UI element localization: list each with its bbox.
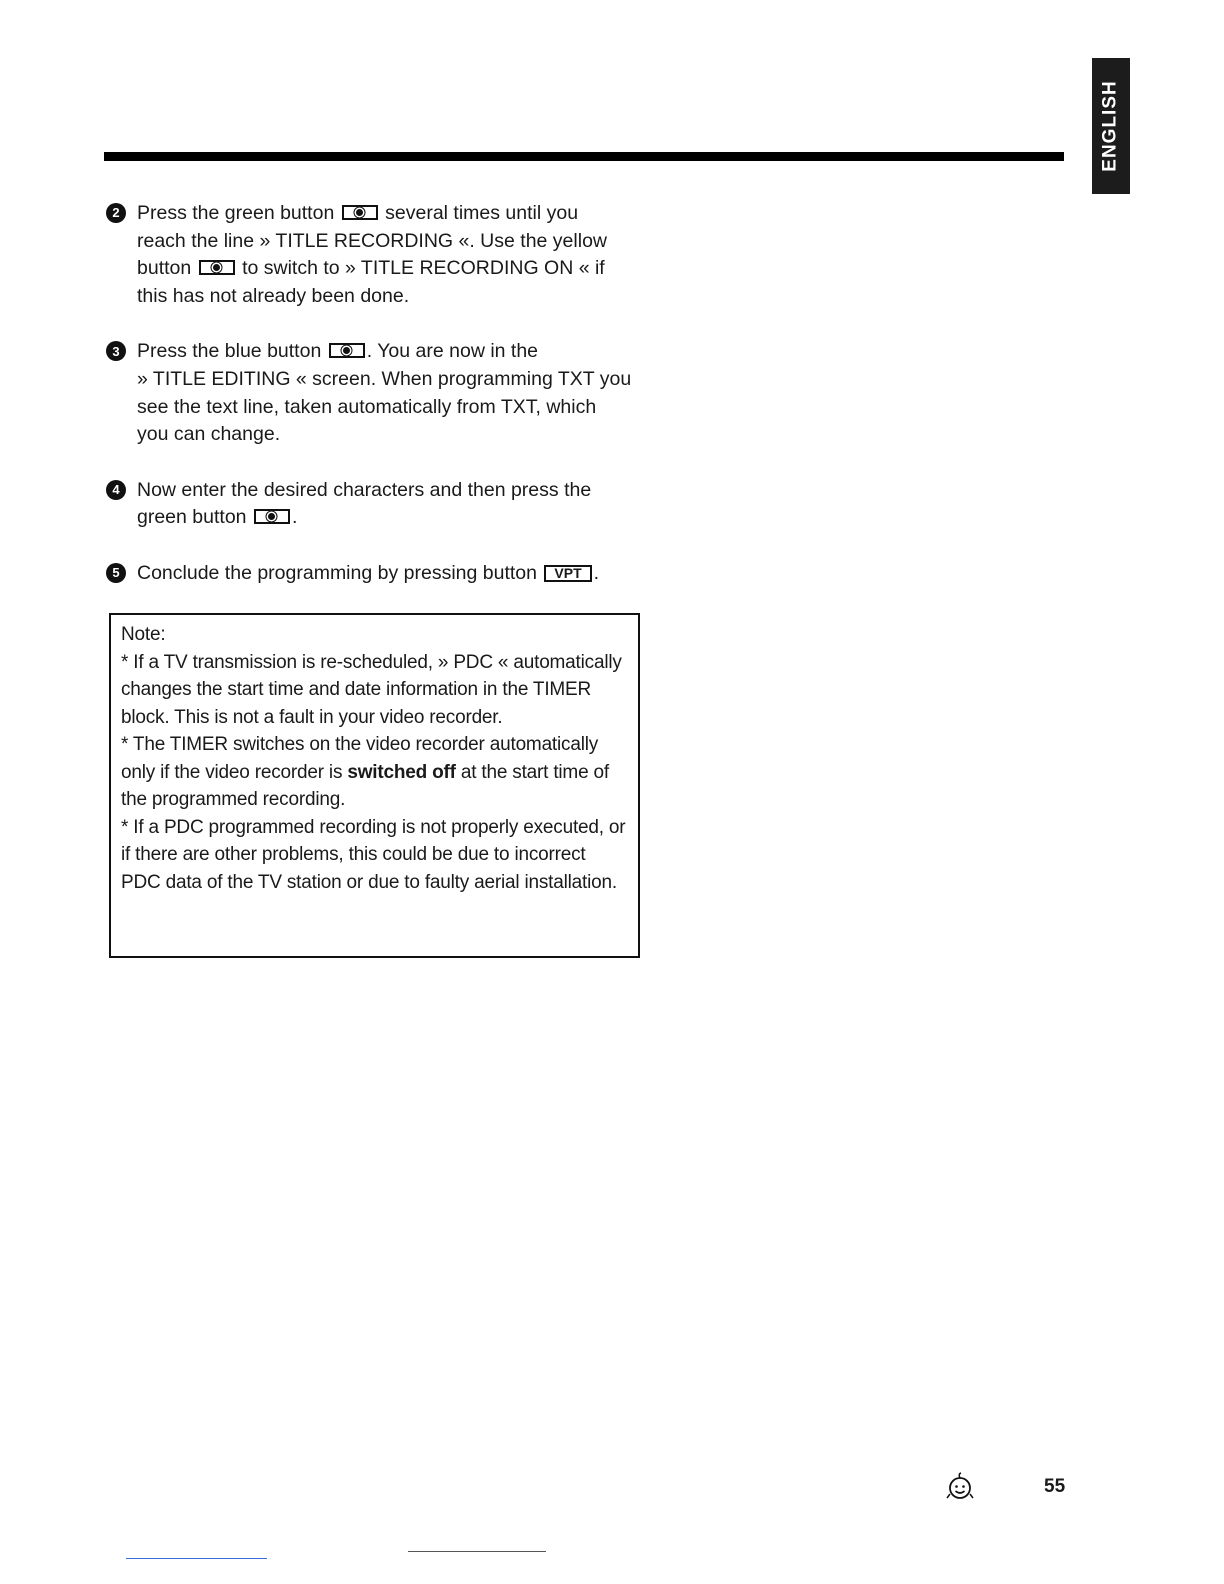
note-item-1: * If a TV transmission is re-scheduled, » PDC « automatically changes the start time and date information in the TIMER block. This is not a fault in your video recorder. (121, 651, 622, 728)
step-2 (104, 200, 664, 310)
step-2-line-2: reach the line » TITLE RECORDING «. Use the yellow (137, 229, 607, 252)
step-5-line-1: Conclude the programming by pressing button VPT . (137, 561, 600, 584)
language-tab-label: ENGLISH (1100, 80, 1122, 172)
note-box (109, 613, 640, 958)
step-2-line-4: this has not already been done. (137, 284, 410, 307)
step-number-3: 3 (106, 341, 126, 361)
language-tab (1092, 58, 1130, 194)
header-rule (104, 152, 1064, 161)
step-4-line-1: Now enter the desired characters and then press the (137, 478, 592, 501)
step-3-line-3: see the text line, taken automatically from TXT, which (137, 395, 597, 418)
step-4 (104, 477, 664, 532)
record-button-icon (329, 343, 365, 358)
vpt-button-icon: VPT (544, 565, 591, 582)
record-button-icon (342, 205, 378, 220)
page-footer (944, 1470, 1074, 1510)
step-number-5: 5 (106, 563, 126, 583)
record-button-icon (199, 260, 235, 275)
step-2-line-1: Press the green button several times until you (137, 202, 579, 224)
footer-link-rule (126, 1558, 267, 1559)
step-3-line-2: » TITLE EDITING « screen. When programming TXT you (137, 367, 632, 390)
step-3 (104, 338, 664, 448)
page-number: 55 (1044, 1476, 1066, 1497)
instruction-steps (104, 200, 664, 588)
note-title: Note: (121, 624, 166, 645)
step-number-2: 2 (106, 203, 126, 223)
note-emphasis: switched off (347, 761, 456, 783)
record-button-icon (254, 509, 290, 524)
smiley-mascot-icon (944, 1470, 976, 1502)
footer-rule (408, 1551, 546, 1552)
step-3-line-4: you can change. (137, 423, 281, 446)
step-3-line-1: Press the blue button . You are now in the (137, 340, 539, 363)
note-item-3: * If a PDC programmed recording is not properly executed, or if there are other problems, this could be due to incorrect PDC data of the TV station or due to faulty aerial installation. (121, 816, 626, 893)
step-5 (104, 560, 664, 588)
note-item-2: * The TIMER switches on the video recorder automatically only if the video recorder is switched off at the start time of the programmed recording. (121, 734, 609, 810)
step-4-line-2: green button . (137, 506, 298, 529)
step-number-4: 4 (106, 480, 126, 500)
step-2-line-3: button to switch to » TITLE RECORDING ON « if (137, 257, 605, 280)
